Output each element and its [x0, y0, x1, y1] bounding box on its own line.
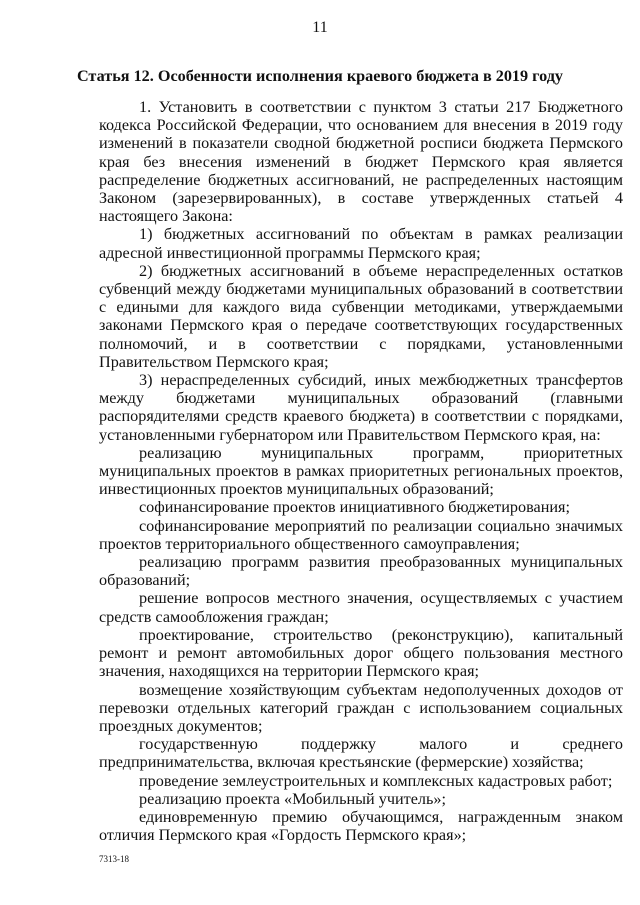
paragraph-subitem: возмещение хозяйствующим субъектам недополученных доходов от перевозки отдельных категорий граждан с использованием социальных проездных документов; — [99, 680, 623, 735]
paragraph-subitem: решение вопросов местного значения, осуществляемых с участием средств самообложения граждан; — [99, 589, 623, 626]
paragraph-item-2: 2) бюджетных ассигнований в объеме нераспределенных остатков субвенций между бюджетами муниципальных образований в соответствии с едиными для каждого вида субвенции методиками, утверждаемыми законами Пермского края о передаче соответствующих государственных полномочий, и в соответствии с порядками, установленными Правительством Пермского края; — [99, 261, 623, 371]
document-code: 7313-18 — [99, 854, 129, 864]
paragraph-subitem: государственную поддержку малого и среднего предпринимательства, включая крестьянские (фермерские) хозяйства; — [99, 735, 623, 772]
paragraph-subitem: проектирование, строительство (реконструкцию), капитальный ремонт и ремонт автомобильных дорог общего пользования местного значения, находящихся на территории Пермского края; — [99, 625, 623, 681]
paragraph-item-3: 3) нераспределенных субсидий, иных межбюджетных трансфертов между бюджетами муниципальных образований (главными распорядителями средств краевого бюджета) в соответствии с порядками, установленными губернатором или Правительством Пермского края, на: — [99, 371, 623, 444]
page-number: 11 — [312, 19, 328, 36]
paragraph-intro: 1. Установить в соответствии с пунктом 3 статьи 217 Бюджетного кодекса Российской Федерации, что основанием для внесения в 2019 году изменений в показатели сводной бюджетной росписи бюджета Пермского края без внесения изменений в бюджет Пермского края является распределение бюджетных ассигнований, не распределенных настоящим Законом (зарезервированных), в составе утвержденных статьей 4 настоящего Закона: — [99, 98, 623, 226]
article-title: Статья 12. Особенности исполнения краевого бюджета в 2019 году — [76, 67, 564, 85]
paragraph-subitem: проведение землеустроительных и комплексных кадастровых работ; — [139, 771, 613, 790]
paragraph-subitem: единовременную премию обучающимся, награжденным знаком отличия Пермского края «Гордость Пермского края»; — [99, 807, 623, 845]
paragraph-subitem: реализацию проекта «Мобильный учитель»; — [139, 789, 446, 808]
paragraph-item-1: 1) бюджетных ассигнований по объектам в рамках реализации адресной инвестиционной программы Пермского края; — [99, 225, 623, 262]
paragraph-subitem: софинансирование проектов инициативного бюджетирования; — [139, 498, 570, 517]
paragraph-subitem: софинансирование мероприятий по реализации социально значимых проектов территориального общественного самоуправления; — [99, 516, 623, 553]
paragraph-subitem: реализацию муниципальных программ, приоритетных муниципальных проектов в рамках приоритетных региональных проектов, инвестиционных проектов муниципальных образований; — [99, 443, 623, 499]
paragraph-subitem: реализацию программ развития преобразованных муниципальных образований; — [99, 553, 623, 590]
article-body — [99, 98, 623, 844]
